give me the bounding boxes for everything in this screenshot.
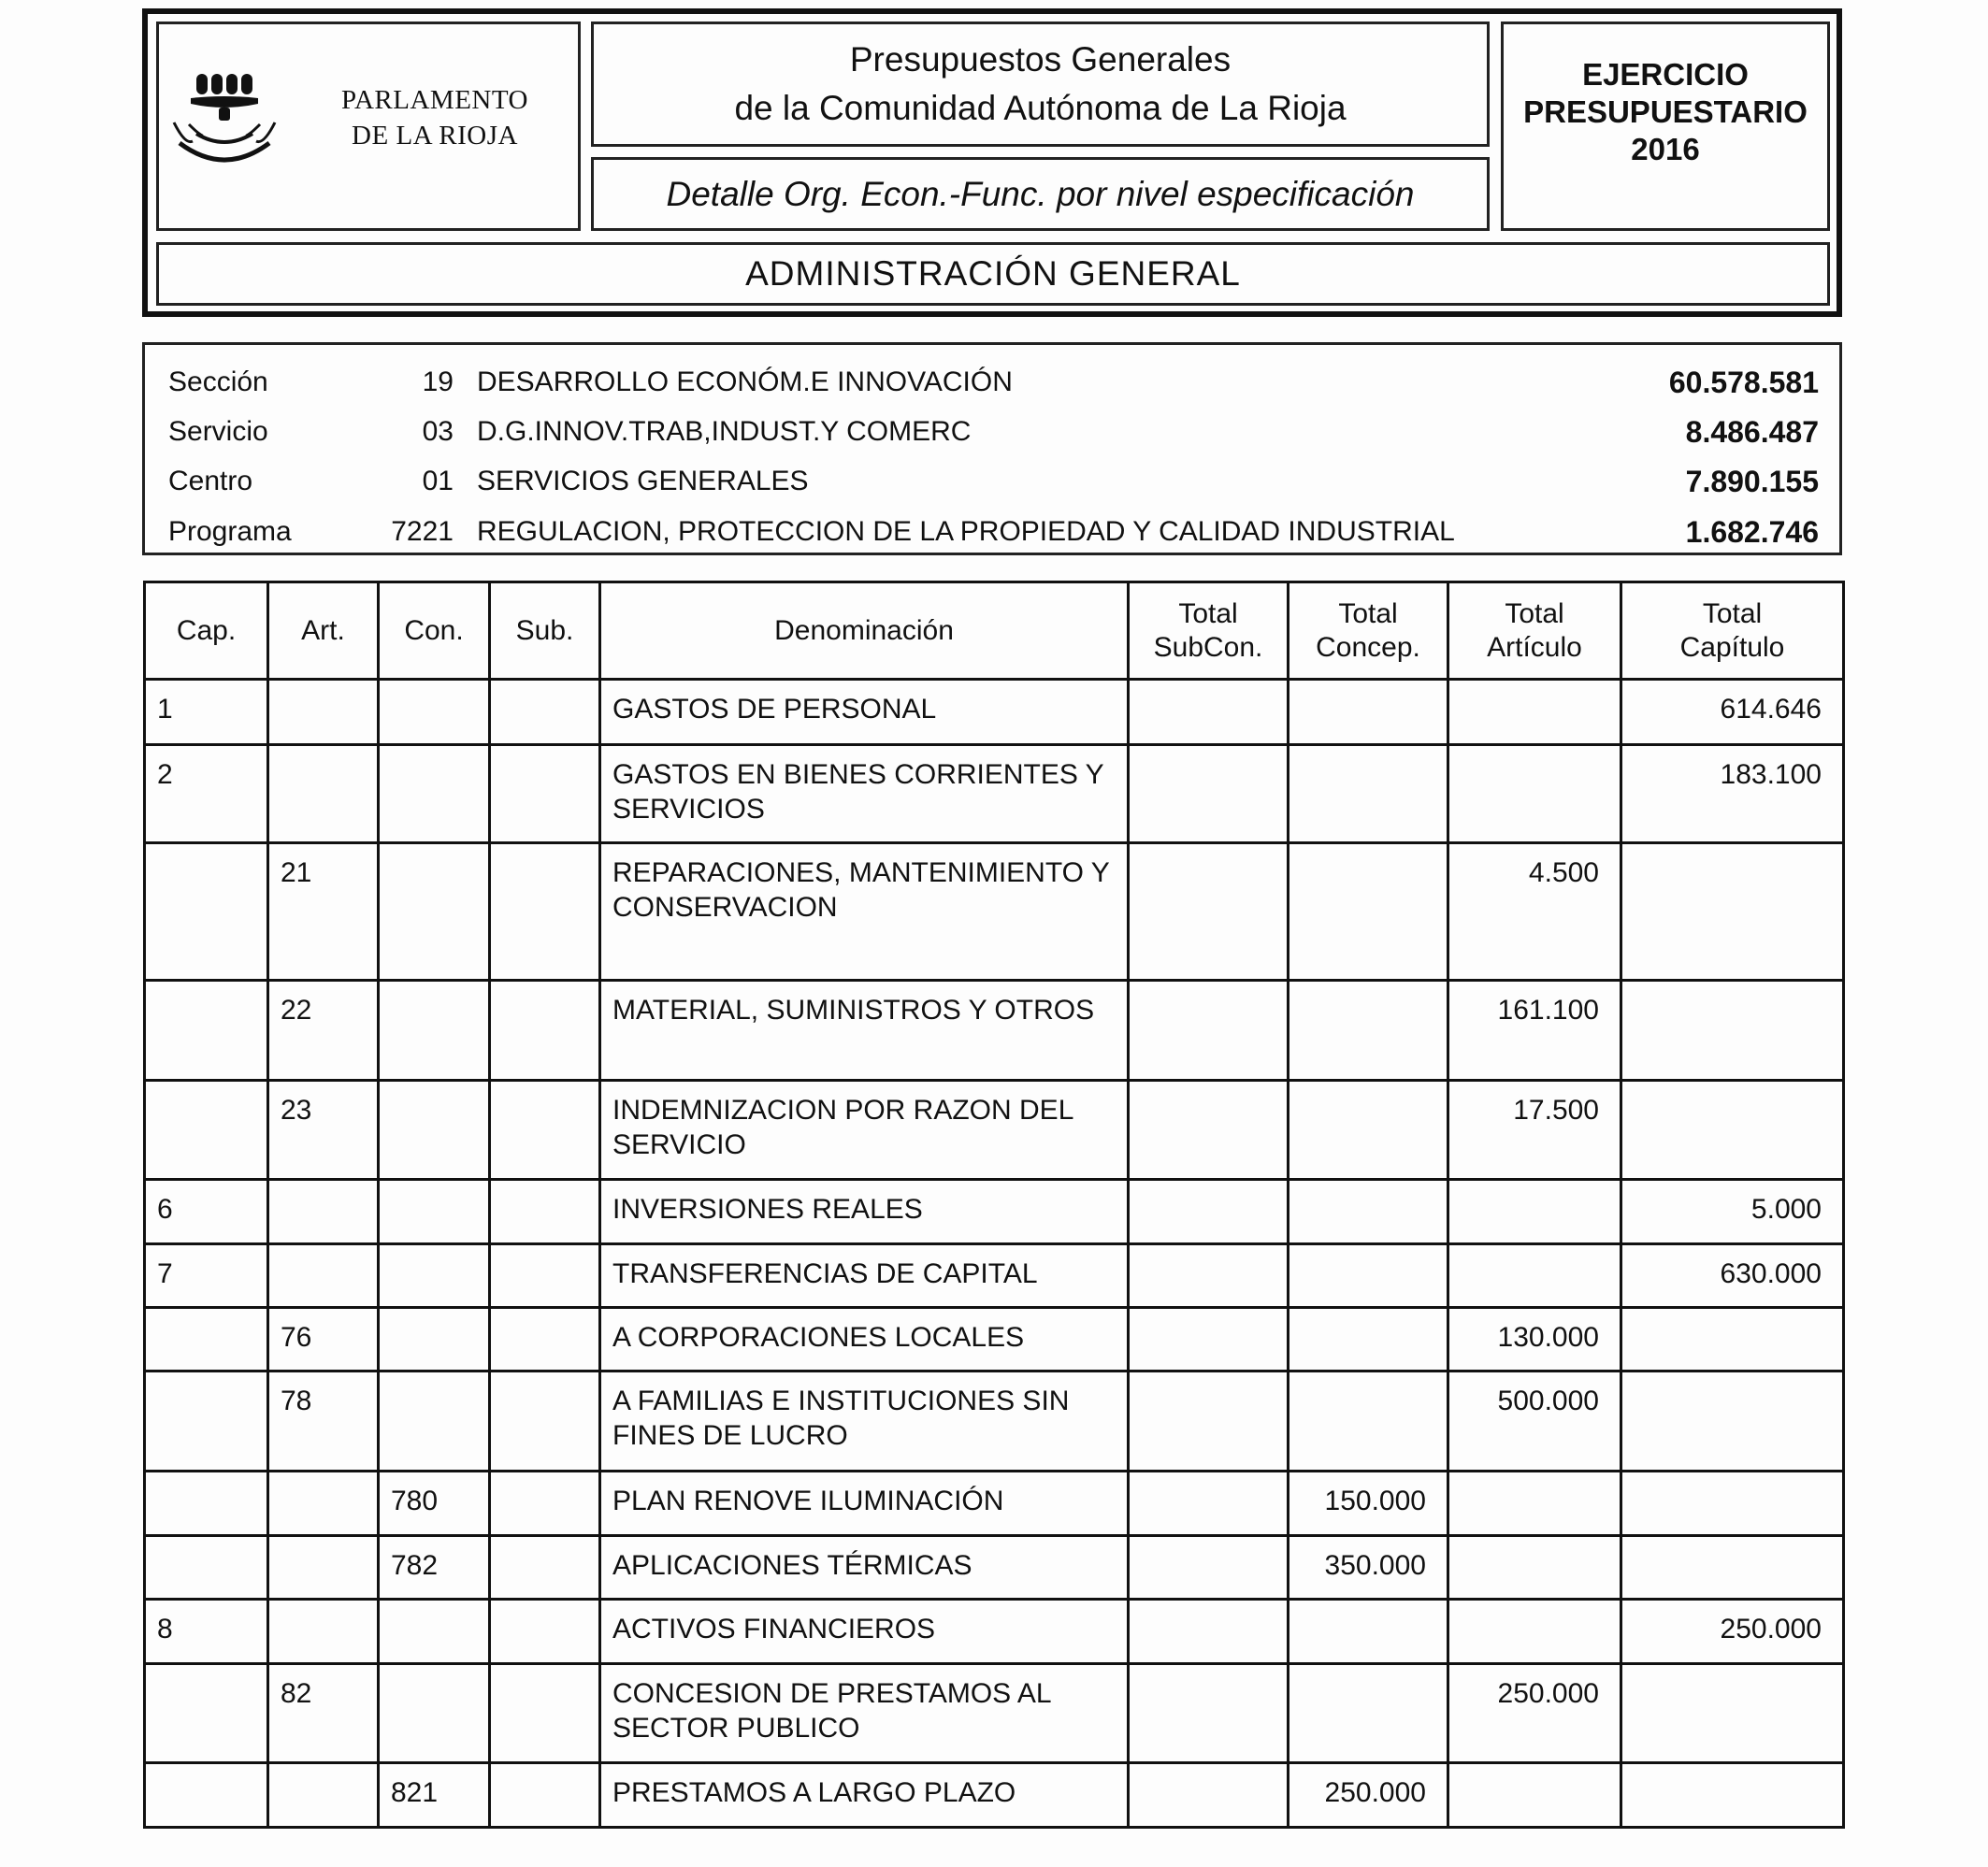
cell-capitulo: 5.000 [1621, 1180, 1844, 1244]
cell-den: CONCESION DE PRESTAMOS AL SECTOR PUBLICO [600, 1664, 1129, 1763]
info-row-programa [145, 508, 1839, 556]
cell-con: 782 [379, 1536, 490, 1600]
cell-con [379, 843, 490, 981]
col-header-art: Art. [268, 582, 379, 680]
cell-articulo: 250.000 [1448, 1664, 1621, 1763]
cell-con [379, 1180, 490, 1244]
title-line-1: Presupuestos Generales [849, 40, 1232, 79]
cell-concep [1289, 1180, 1448, 1244]
info-code: 01 [422, 466, 454, 496]
cell-concep [1289, 1308, 1448, 1372]
header-line: Total [1505, 597, 1564, 629]
cell-articulo [1448, 1600, 1621, 1664]
info-code: 7221 [391, 516, 454, 547]
table-header-row [145, 582, 1844, 680]
cell-con [379, 1664, 490, 1763]
cell-den: TRANSFERENCIAS DE CAPITAL [600, 1244, 1129, 1308]
cell-sub [490, 1664, 600, 1763]
cell-capitulo [1621, 1763, 1844, 1828]
info-name: SERVICIOS GENERALES [477, 466, 809, 496]
table-row [145, 1081, 1844, 1180]
cell-art: 21 [268, 843, 379, 981]
ejercicio-year: 2016 [1631, 132, 1700, 166]
logo-line-1: PARLAMENTO [341, 85, 528, 115]
cell-capitulo [1621, 1536, 1844, 1600]
cell-con [379, 981, 490, 1081]
organization-info [142, 342, 1842, 555]
cell-capitulo [1621, 1372, 1844, 1472]
cell-capitulo: 630.000 [1621, 1244, 1844, 1308]
cell-den: APLICACIONES TÉRMICAS [600, 1536, 1129, 1600]
cell-concep: 250.000 [1289, 1763, 1448, 1828]
cell-cap [145, 1472, 268, 1536]
cell-sub [490, 1472, 600, 1536]
cell-den: A CORPORACIONES LOCALES [600, 1308, 1129, 1372]
cell-den: REPARACIONES, MANTENIMIENTO Y CONSERVACION [600, 843, 1129, 981]
cell-con [379, 1081, 490, 1180]
info-row-seccion [145, 358, 1839, 407]
header-line: Total [1702, 597, 1763, 629]
logo-text [341, 82, 528, 153]
cell-subcon [1129, 1180, 1289, 1244]
table-row [145, 981, 1844, 1081]
col-header-total-subcon [1129, 582, 1289, 680]
cell-capitulo [1621, 1081, 1844, 1180]
cell-articulo: 500.000 [1448, 1372, 1621, 1472]
cell-concep [1289, 1372, 1448, 1472]
cell-con [379, 1308, 490, 1372]
cell-sub [490, 680, 600, 745]
cell-articulo: 17.500 [1448, 1081, 1621, 1180]
cell-sub [490, 1536, 600, 1600]
cell-subcon [1129, 1664, 1289, 1763]
cell-sub [490, 981, 600, 1081]
table-row [145, 1664, 1844, 1763]
cell-articulo [1448, 1763, 1621, 1828]
header-line: Artículo [1487, 631, 1582, 663]
info-amount: 8.486.487 [1685, 414, 1819, 449]
cell-con [379, 745, 490, 843]
cell-art [268, 1763, 379, 1828]
table-row [145, 1600, 1844, 1664]
cell-art: 76 [268, 1308, 379, 1372]
administration-text: ADMINISTRACIÓN GENERAL [745, 254, 1241, 293]
cell-art [268, 1472, 379, 1536]
cell-con [379, 1600, 490, 1664]
cell-cap: 1 [145, 680, 268, 745]
info-row-servicio [145, 408, 1839, 456]
parliament-emblem-icon [165, 66, 300, 179]
title-line-2: de la Comunidad Autónoma de La Rioja [734, 89, 1347, 127]
cell-capitulo [1621, 981, 1844, 1081]
cell-den: MATERIAL, SUMINISTROS Y OTROS [600, 981, 1129, 1081]
col-header-total-articulo [1448, 582, 1621, 680]
cell-art [268, 1600, 379, 1664]
cell-concep [1289, 1600, 1448, 1664]
logo-line-2: DE LA RIOJA [352, 121, 518, 151]
info-row-centro [145, 457, 1839, 506]
cell-con [379, 680, 490, 745]
col-header-total-capitulo [1621, 582, 1844, 680]
cell-subcon [1129, 981, 1289, 1081]
cell-den: PLAN RENOVE ILUMINACIÓN [600, 1472, 1129, 1536]
cell-subcon [1129, 1308, 1289, 1372]
subtitle-text: Detalle Org. Econ.-Func. por nivel especificación [666, 174, 1415, 213]
table-row [145, 680, 1844, 745]
cell-capitulo [1621, 843, 1844, 981]
cell-cap [145, 1664, 268, 1763]
cell-subcon [1129, 745, 1289, 843]
cell-con [379, 1244, 490, 1308]
table-row [145, 1308, 1844, 1372]
col-header-con: Con. [379, 582, 490, 680]
cell-articulo [1448, 1244, 1621, 1308]
cell-den: PRESTAMOS A LARGO PLAZO [600, 1763, 1129, 1828]
cell-den: INVERSIONES REALES [600, 1180, 1129, 1244]
table-row [145, 1472, 1844, 1536]
cell-subcon [1129, 1763, 1289, 1828]
header-line: Capítulo [1679, 631, 1785, 663]
cell-cap: 6 [145, 1180, 268, 1244]
cell-sub [490, 1081, 600, 1180]
cell-sub [490, 1308, 600, 1372]
info-code: 19 [422, 366, 454, 397]
info-amount: 60.578.581 [1668, 365, 1819, 399]
cell-con: 780 [379, 1472, 490, 1536]
cell-art: 23 [268, 1081, 379, 1180]
cell-articulo [1448, 745, 1621, 843]
cell-cap [145, 1536, 268, 1600]
cell-sub [490, 745, 600, 843]
header-line: Total [1178, 597, 1238, 629]
cell-articulo: 4.500 [1448, 843, 1621, 981]
cell-con: 821 [379, 1763, 490, 1828]
info-name: REGULACION, PROTECCION DE LA PROPIEDAD Y CALIDAD INDUSTRIAL [477, 516, 1455, 547]
info-code: 03 [422, 416, 454, 447]
cell-concep [1289, 1244, 1448, 1308]
col-header-cap: Cap. [145, 582, 268, 680]
cell-den: GASTOS DE PERSONAL [600, 680, 1129, 745]
cell-den: INDEMNIZACION POR RAZON DEL SERVICIO [600, 1081, 1129, 1180]
cell-capitulo [1621, 1308, 1844, 1372]
cell-articulo: 130.000 [1448, 1308, 1621, 1372]
cell-sub [490, 1600, 600, 1664]
cell-cap [145, 981, 268, 1081]
header-line: Concep. [1316, 631, 1420, 663]
table-row [145, 843, 1844, 981]
cell-art [268, 1180, 379, 1244]
cell-cap [145, 1081, 268, 1180]
cell-cap: 2 [145, 745, 268, 843]
table-body [145, 680, 1844, 1828]
header-line: SubCon. [1153, 631, 1263, 663]
table-row [145, 1372, 1844, 1472]
info-label: Sección [168, 366, 268, 397]
info-label: Servicio [168, 416, 268, 447]
info-name: D.G.INNOV.TRAB,INDUST.Y COMERC [477, 416, 972, 447]
cell-sub [490, 1244, 600, 1308]
cell-subcon [1129, 1372, 1289, 1472]
cell-subcon [1129, 680, 1289, 745]
cell-cap: 8 [145, 1600, 268, 1664]
cell-concep: 350.000 [1289, 1536, 1448, 1600]
header-line: Total [1338, 597, 1398, 629]
ejercicio-line-2: PRESUPUESTARIO [1523, 94, 1808, 129]
cell-concep [1289, 680, 1448, 745]
cell-art: 82 [268, 1664, 379, 1763]
cell-capitulo [1621, 1664, 1844, 1763]
cell-den: ACTIVOS FINANCIEROS [600, 1600, 1129, 1664]
cell-concep [1289, 843, 1448, 981]
col-header-sub: Sub. [490, 582, 600, 680]
cell-sub [490, 1180, 600, 1244]
cell-cap [145, 1308, 268, 1372]
cell-sub [490, 1763, 600, 1828]
table-row [145, 1244, 1844, 1308]
info-amount: 1.682.746 [1685, 514, 1819, 549]
cell-sub [490, 1372, 600, 1472]
table-row [145, 1536, 1844, 1600]
cell-art: 78 [268, 1372, 379, 1472]
cell-articulo [1448, 1472, 1621, 1536]
cell-cap [145, 843, 268, 981]
cell-capitulo: 250.000 [1621, 1600, 1844, 1664]
cell-subcon [1129, 1600, 1289, 1664]
cell-capitulo: 614.646 [1621, 680, 1844, 745]
administration-banner [156, 242, 1830, 306]
table-row [145, 1763, 1844, 1828]
cell-sub [490, 843, 600, 981]
document-subtitle [591, 157, 1490, 231]
cell-subcon [1129, 1081, 1289, 1180]
col-header-total-concep [1289, 582, 1448, 680]
info-name: DESARROLLO ECONÓM.E INNOVACIÓN [477, 366, 1013, 397]
cell-subcon [1129, 843, 1289, 981]
cell-articulo [1448, 680, 1621, 745]
cell-den: A FAMILIAS E INSTITUCIONES SIN FINES DE LUCRO [600, 1372, 1129, 1472]
info-label: Centro [168, 466, 253, 496]
logo-box [156, 22, 581, 231]
table-row [145, 745, 1844, 843]
cell-cap [145, 1763, 268, 1828]
col-header-denominacion: Denominación [600, 582, 1129, 680]
ejercicio-line-1: EJERCICIO [1582, 57, 1749, 92]
cell-art [268, 680, 379, 745]
cell-art [268, 1244, 379, 1308]
table-row [145, 1180, 1844, 1244]
cell-capitulo [1621, 1472, 1844, 1536]
cell-den: GASTOS EN BIENES CORRIENTES Y SERVICIOS [600, 745, 1129, 843]
cell-con [379, 1372, 490, 1472]
cell-capitulo: 183.100 [1621, 745, 1844, 843]
document-title [591, 22, 1490, 147]
info-amount: 7.890.155 [1685, 464, 1819, 498]
cell-articulo: 161.100 [1448, 981, 1621, 1081]
cell-articulo [1448, 1536, 1621, 1600]
cell-cap [145, 1372, 268, 1472]
budget-table [143, 581, 1845, 1829]
cell-articulo [1448, 1180, 1621, 1244]
cell-subcon [1129, 1244, 1289, 1308]
cell-concep [1289, 981, 1448, 1081]
cell-concep [1289, 1664, 1448, 1763]
cell-subcon [1129, 1472, 1289, 1536]
cell-subcon [1129, 1536, 1289, 1600]
cell-art [268, 745, 379, 843]
cell-concep [1289, 1081, 1448, 1180]
info-label: Programa [168, 516, 292, 547]
fiscal-year-box [1501, 22, 1830, 231]
cell-cap: 7 [145, 1244, 268, 1308]
cell-concep: 150.000 [1289, 1472, 1448, 1536]
cell-concep [1289, 745, 1448, 843]
cell-art: 22 [268, 981, 379, 1081]
cell-art [268, 1536, 379, 1600]
